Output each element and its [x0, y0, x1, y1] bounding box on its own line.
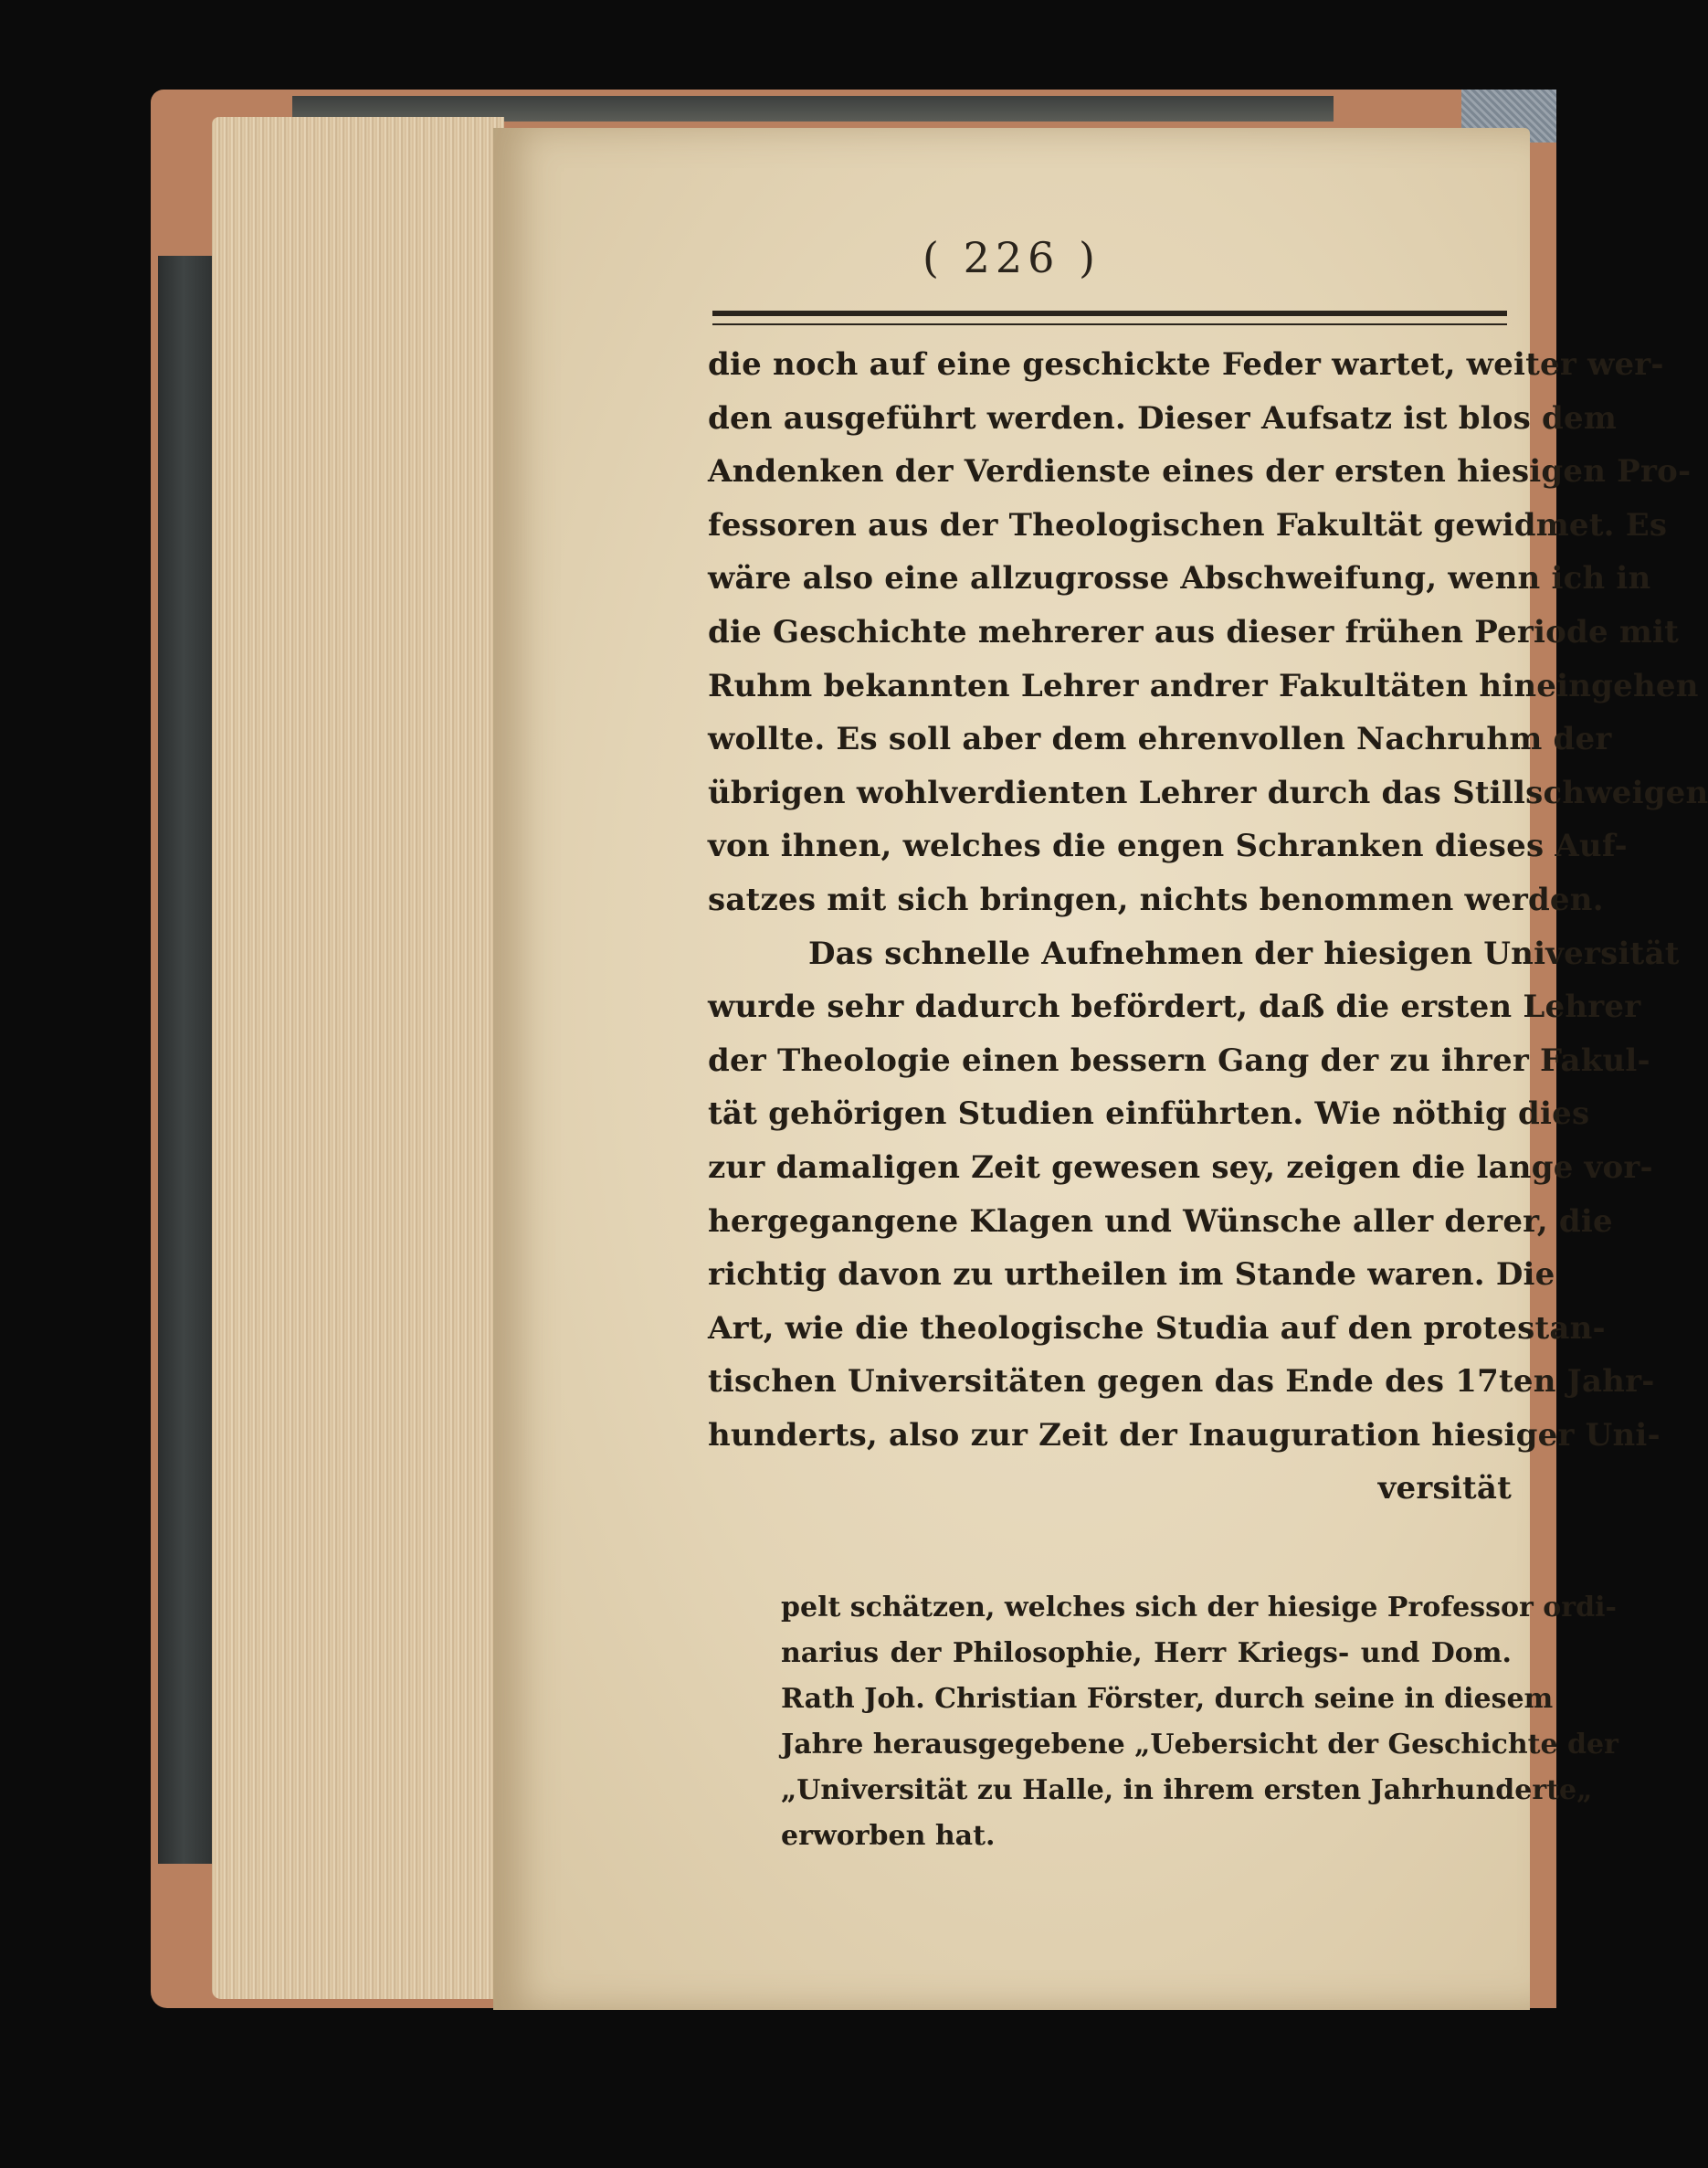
- body-line: satzes mit sich bringen, nichts benommen werden.: [708, 881, 1604, 918]
- body-line: wollte. Es soll aber dem ehrenvollen Nachruhm der: [708, 721, 1612, 758]
- body-line: wurde sehr dadurch befördert, daß die ersten Lehrer: [708, 989, 1641, 1026]
- page-number: ( 226 ): [923, 233, 1101, 282]
- body-line: übrigen wohlverdienten Lehrer durch das Stillschweigen: [708, 774, 1708, 811]
- body-line: hunderts, also zur Zeit der Inauguration hiesiger Uni-: [708, 1416, 1661, 1454]
- footnote-line: Rath Joh. Christian Förster, durch seine in diesem: [781, 1683, 1554, 1715]
- body-line: von ihnen, welches die engen Schranken dieses Auf-: [708, 828, 1628, 865]
- body-line: der Theologie einen bessern Gang der zu ihrer Fakul-: [708, 1042, 1650, 1079]
- body-line: Art, wie die theologische Studia auf den protestan-: [708, 1309, 1606, 1347]
- catchword: versität: [1377, 1470, 1512, 1507]
- body-line: Ruhm bekannten Lehrer andrer Fakultäten hineingehen: [708, 667, 1699, 704]
- footnote-line: erworben hat.: [781, 1820, 996, 1852]
- footnote: [781, 1585, 1618, 1859]
- body-line: richtig davon zu urtheilen im Stande waren. Die: [708, 1256, 1555, 1294]
- footnote-line: „Universität zu Halle, in ihrem ersten Jahrhunderte„: [781, 1774, 1593, 1806]
- body-line: den ausgeführt werden. Dieser Aufsatz ist blos dem: [708, 399, 1618, 437]
- body-line: zur damaligen Zeit gewesen sey, zeigen die lange vor-: [708, 1148, 1653, 1186]
- header-rule: [712, 311, 1507, 325]
- body-line: hergegangene Klagen und Wünsche aller derer, die: [708, 1202, 1613, 1240]
- body-line: fessoren aus der Theologischen Fakultät gewidmet. Es: [708, 506, 1668, 544]
- body-line: die noch auf eine geschickte Feder wartet, weiter wer-: [708, 346, 1664, 383]
- body-line: Das schnelle Aufnehmen der hiesigen Universität: [808, 935, 1680, 972]
- footnote-line: pelt schätzen, welches sich der hiesige Professor ordi-: [781, 1592, 1617, 1623]
- body-line: Andenken der Verdienste eines der ersten hiesigen Pro-: [708, 453, 1692, 491]
- footnote-line: Jahre herausgegebene „Uebersicht der Geschichte der: [781, 1729, 1618, 1761]
- body-line: wäre also eine allzugrosse Abschweifung, wenn ich in: [708, 560, 1651, 598]
- footnote-line: narius der Philosophie, Herr Kriegs- und Dom.: [781, 1637, 1512, 1669]
- body-line: tät gehörigen Studien einführten. Wie nöthig dies: [708, 1095, 1590, 1133]
- page-edges: [212, 117, 504, 1999]
- body-text: [708, 338, 1708, 1516]
- body-line: die Geschichte mehrerer aus dieser frühen Periode mit: [708, 613, 1680, 650]
- body-line: tischen Universitäten gegen das Ende des 17ten Jahr-: [708, 1363, 1655, 1401]
